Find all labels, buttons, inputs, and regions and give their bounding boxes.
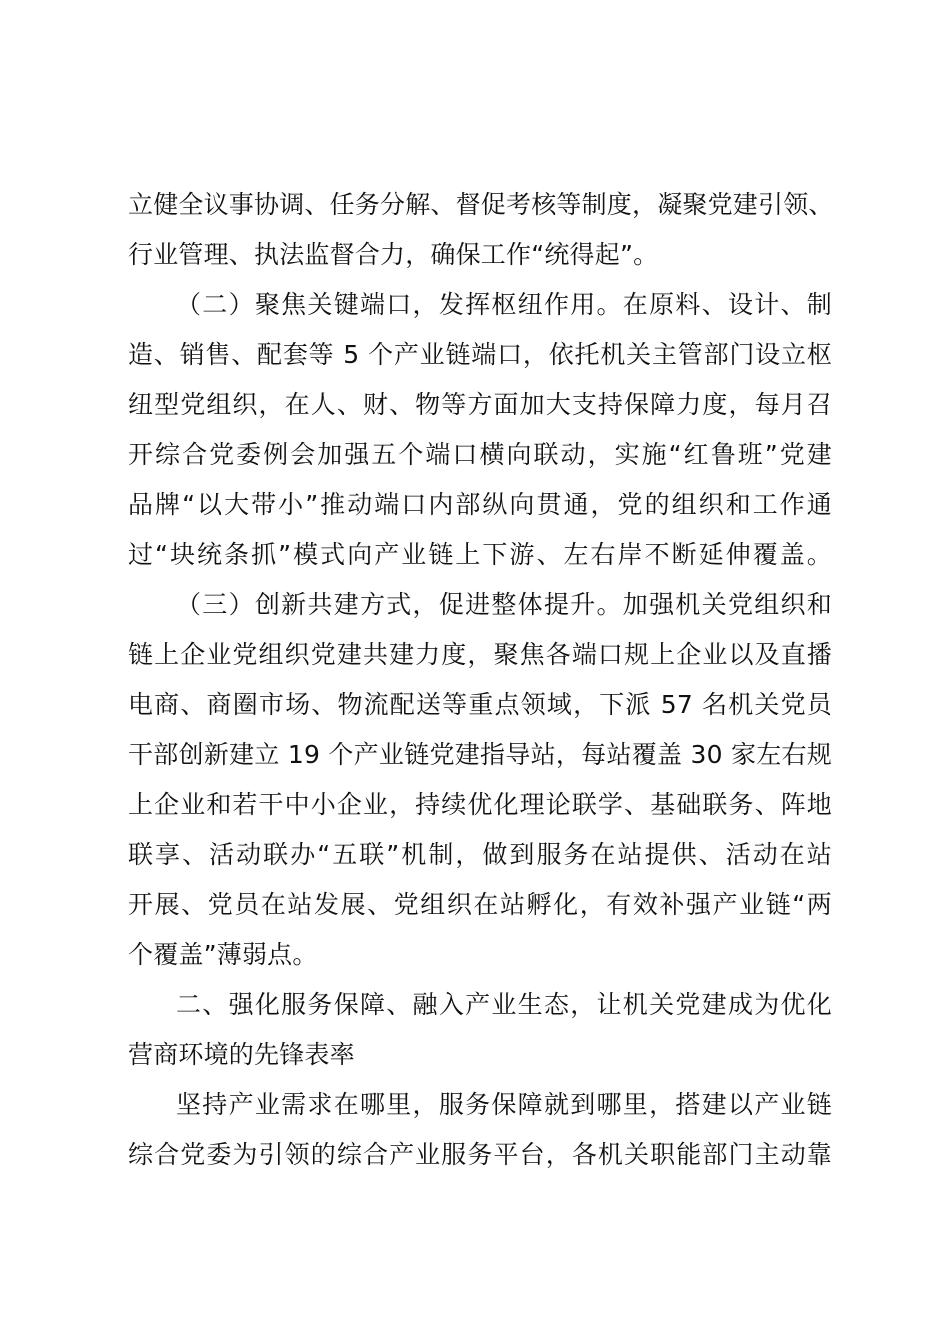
paragraph-line: 行业管理、执法监督合力，确保工作“统得起”。 — [128, 240, 659, 269]
paragraph-line: 上企业和若干中小企业，持续优化理论联学、基础联务、阵地 — [128, 790, 832, 819]
paragraph-line: 综合党委为引领的综合产业服务平台，各机关职能部门主动靠 — [128, 1140, 832, 1169]
paragraph-line: 个覆盖”薄弱点。 — [128, 940, 318, 969]
subsection-heading-line: （二）聚焦关键端口，发挥枢纽作用。在原料、设计、制 — [176, 290, 832, 319]
paragraph-line: 造、销售、配套等 5 个产业链端口，依托机关主管部门设立枢 — [128, 340, 832, 369]
paragraph-line: 开综合党委例会加强五个端口横向联动，实施“红鲁班”党建 — [128, 440, 832, 469]
paragraph-line: 干部创新建立 19 个产业链党建指导站，每站覆盖 30 家左右规 — [128, 740, 832, 769]
paragraph-line: 立健全议事协调、任务分解、督促考核等制度，凝聚党建引领、 — [128, 190, 834, 219]
paragraph-line: 纽型党组织，在人、财、物等方面加大支持保障力度，每月召 — [128, 390, 832, 419]
paragraph-line: 联享、活动联办“五联”机制，做到服务在站提供、活动在站 — [128, 840, 832, 869]
paragraph-line: 开展、党员在站发展、党组织在站孵化，有效补强产业链“两 — [128, 890, 832, 919]
paragraph-line: 过“块统条抓”模式向产业链上下游、左右岸不断延伸覆盖。 — [128, 540, 832, 569]
subsection-heading-line: （三）创新共建方式，促进整体提升。加强机关党组织和 — [176, 590, 832, 619]
section-heading-line: 二、强化服务保障、融入产业生态，让机关党建成为优化 — [176, 990, 832, 1019]
section-heading-line: 营商环境的先锋表率 — [128, 1040, 355, 1069]
paragraph-line: 品牌“以大带小”推动端口内部纵向贯通，党的组织和工作通 — [128, 490, 832, 519]
paragraph-line: 电商、商圈市场、物流配送等重点领域，下派 57 名机关党员 — [128, 690, 832, 719]
paragraph-line: 链上企业党组织党建共建力度，聚焦各端口规上企业以及直播 — [128, 640, 832, 669]
paragraph-line: 坚持产业需求在哪里，服务保障就到哪里，搭建以产业链 — [176, 1090, 832, 1119]
